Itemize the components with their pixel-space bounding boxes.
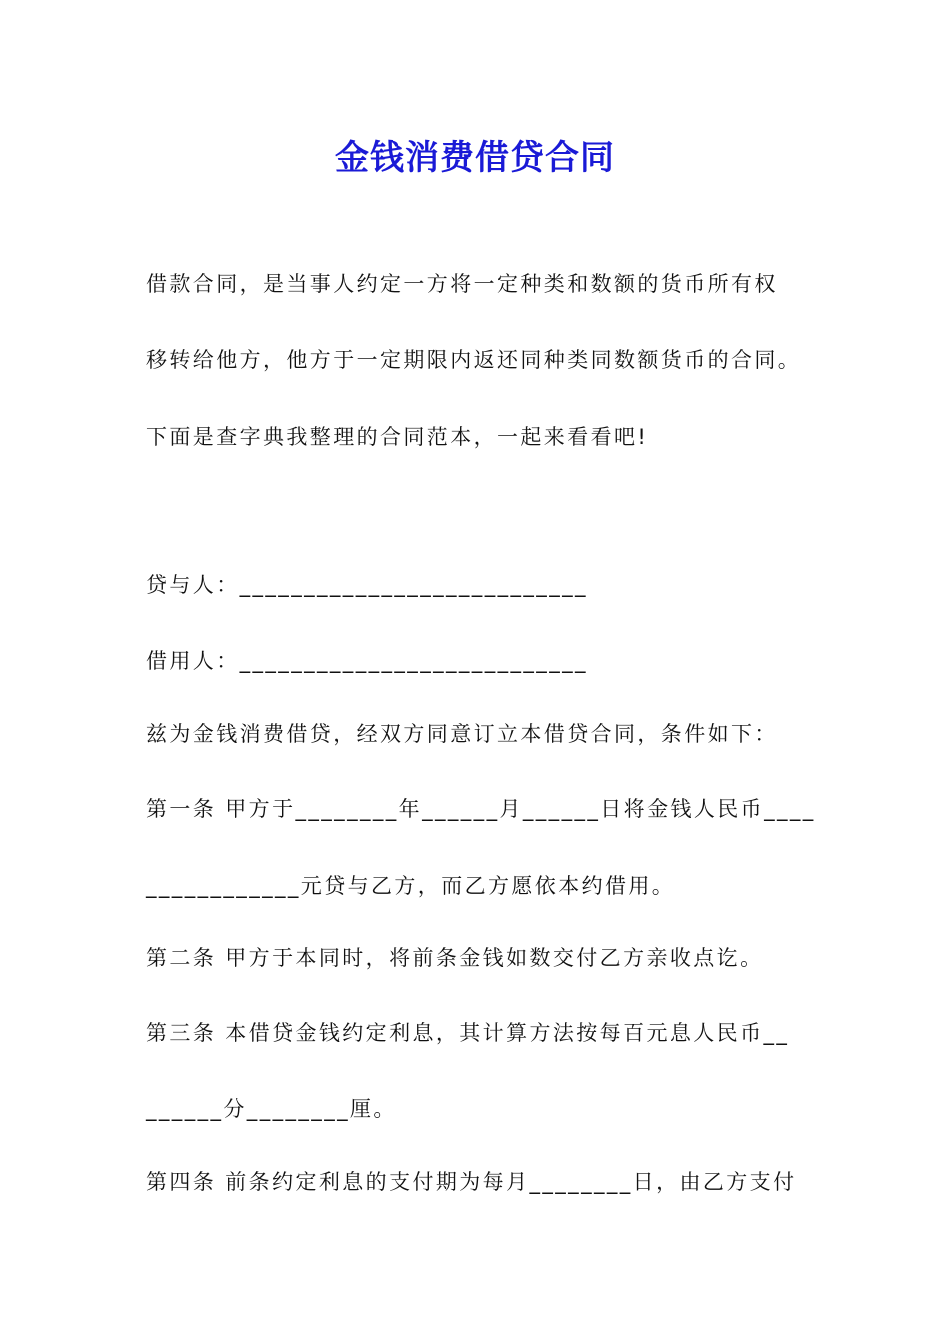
intro-line-1: 借款合同，是当事人约定一方将一定种类和数额的货币所有权	[146, 272, 778, 296]
article-1-line-2: ____________元贷与乙方，而乙方愿依本约借用。	[146, 874, 676, 898]
document-title: 金钱消费借贷合同	[335, 138, 615, 178]
article-3-line-2: ______分________厘。	[146, 1097, 397, 1121]
article-3-line-1: 第三条 本借贷金钱约定利息，其计算方法按每百元息人民币__	[146, 1021, 790, 1045]
borrower-line: 借用人：___________________________	[146, 649, 588, 673]
article-1-line-1: 第一条 甲方于________年______月______日将金钱人民币____	[146, 797, 816, 821]
intro-line-2: 移转给他方，他方于一定期限内返还同种类同数额货币的合同。	[146, 348, 802, 372]
intro-line-3: 下面是查字典我整理的合同范本，一起来看看吧!	[146, 425, 649, 449]
preamble-line: 兹为金钱消费借贷，经双方同意订立本借贷合同，条件如下：	[146, 722, 778, 746]
article-4-line-1: 第四条 前条约定利息的支付期为每月________日，由乙方支付	[146, 1170, 797, 1194]
lender-line: 贷与人：___________________________	[146, 573, 588, 597]
article-2-line: 第二条 甲方于本同时，将前条金钱如数交付乙方亲收点讫。	[146, 946, 764, 970]
